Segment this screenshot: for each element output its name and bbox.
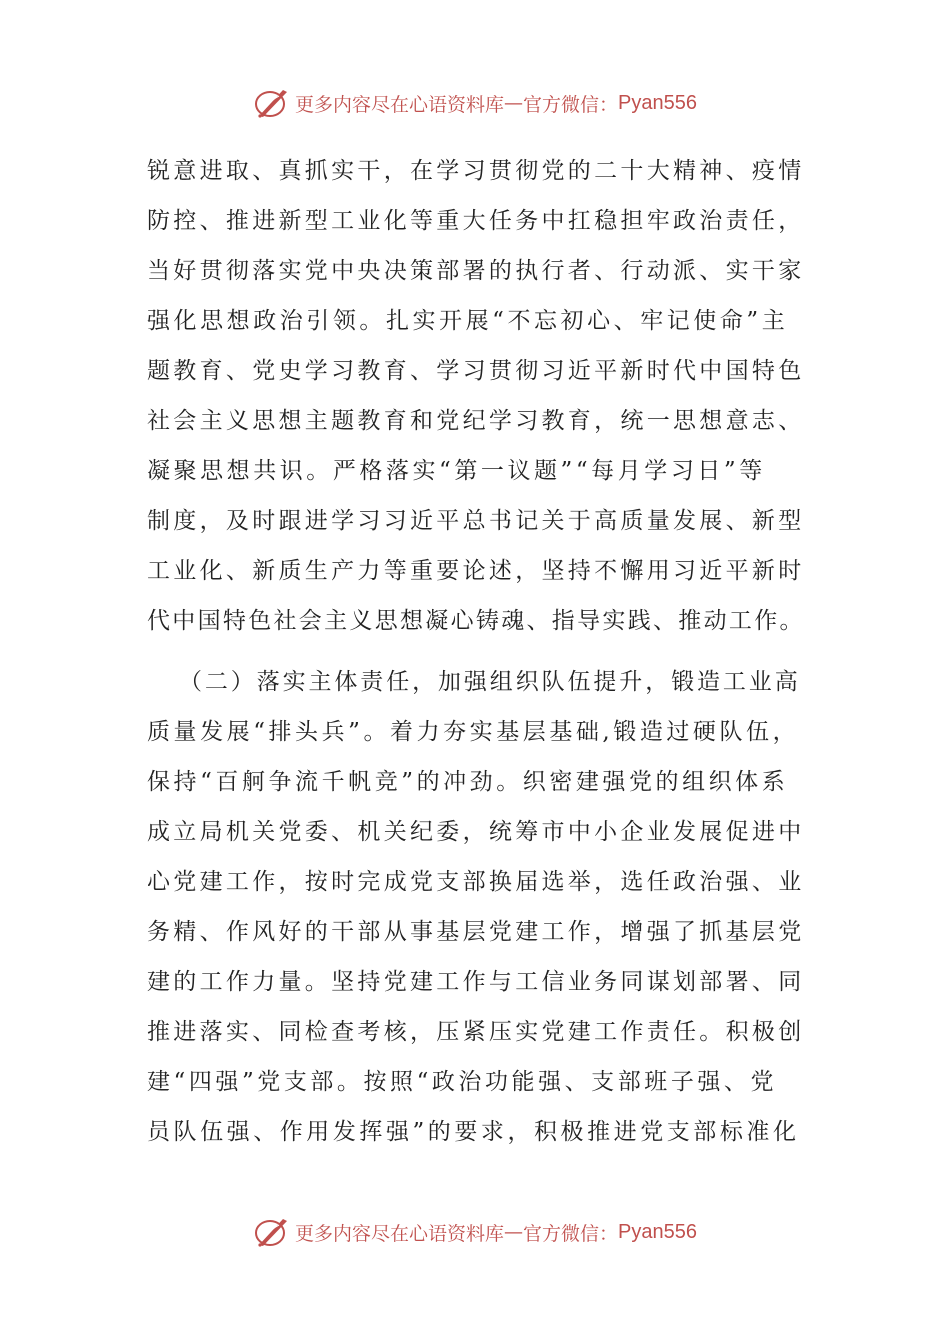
text-line: （二）落实主体责任，加强组织队伍提升，锻造工业高 — [179, 669, 801, 695]
text-line: 题教育、党史学习教育、学习贯彻习近平新时代中国特色 — [147, 358, 805, 384]
text-line: 心党建工作，按时完成党支部换届选举，选任政治强、业 — [147, 869, 805, 895]
text-line: 员队伍强、作用发挥强”的要求，积极推进党支部标准化 — [147, 1119, 800, 1145]
footer-banner — [0, 1212, 950, 1252]
text-line: 防控、推进新型工业化等重大任务中扛稳担牢政治责任， — [147, 208, 805, 234]
text-line: 成立局机关党委、机关纪委，统筹市中小企业发展促进中 — [147, 819, 805, 845]
text-line: 保持“百舸争流千帆竞”的冲劲。织密建强党的组织体系 — [147, 769, 789, 795]
paragraph-gap — [147, 646, 807, 657]
quill-pen-icon — [253, 86, 291, 120]
text-line: 社会主义思想主题教育和党纪学习教育，统一思想意志、 — [147, 408, 805, 434]
wechat-account: Pyan556 — [618, 1220, 697, 1243]
paragraph-1 — [147, 146, 807, 646]
text-line: 质量发展“排头兵”。着力夯实基层基础,锻造过硬队伍， — [147, 719, 800, 745]
text-line: 当好贯彻落实党中央决策部署的执行者、行动派、实干家 — [147, 258, 805, 284]
document-body — [147, 146, 807, 1157]
text-line: 建“四强”党支部。按照“政治功能强、支部班子强、党 — [147, 1069, 778, 1095]
text-line: 代中国特色社会主义思想凝心铸魂、指导实践、推动工作。 — [147, 608, 805, 634]
text-line: 推进落实、同检查考核，压紧压实党建工作责任。积极创 — [147, 1019, 805, 1045]
banner-dash: — — [504, 1221, 524, 1243]
text-line: 制度，及时跟进学习习近平总书记关于高质量发展、新型 — [147, 508, 805, 534]
paragraph-2 — [147, 657, 807, 1157]
wechat-label: 官方微信： — [523, 93, 619, 116]
text-line: 工业化、新质生产力等重要论述，坚持不懈用习近平新时 — [147, 558, 805, 584]
header-banner — [0, 83, 950, 123]
text-line: 务精、作风好的干部从事基层党建工作，增强了抓基层党 — [147, 919, 805, 945]
banner-text: 更多内容尽在心语资料库 — [295, 93, 505, 116]
wechat-account: Pyan556 — [618, 91, 697, 114]
wechat-label: 官方微信： — [523, 1222, 619, 1245]
text-line: 建的工作力量。坚持党建工作与工信业务同谋划部署、同 — [147, 969, 805, 995]
text-line: 锐意进取、真抓实干，在学习贯彻党的二十大精神、疫情 — [147, 158, 805, 184]
banner-text: 更多内容尽在心语资料库 — [295, 1222, 505, 1245]
text-line: 凝聚思想共识。严格落实“第一议题”“每月学习日”等 — [147, 458, 766, 484]
text-line: 强化思想政治引领。扎实开展“不忘初心、牢记使命”主 — [147, 308, 789, 334]
quill-pen-icon — [253, 1215, 291, 1249]
banner-dash: — — [504, 92, 524, 114]
